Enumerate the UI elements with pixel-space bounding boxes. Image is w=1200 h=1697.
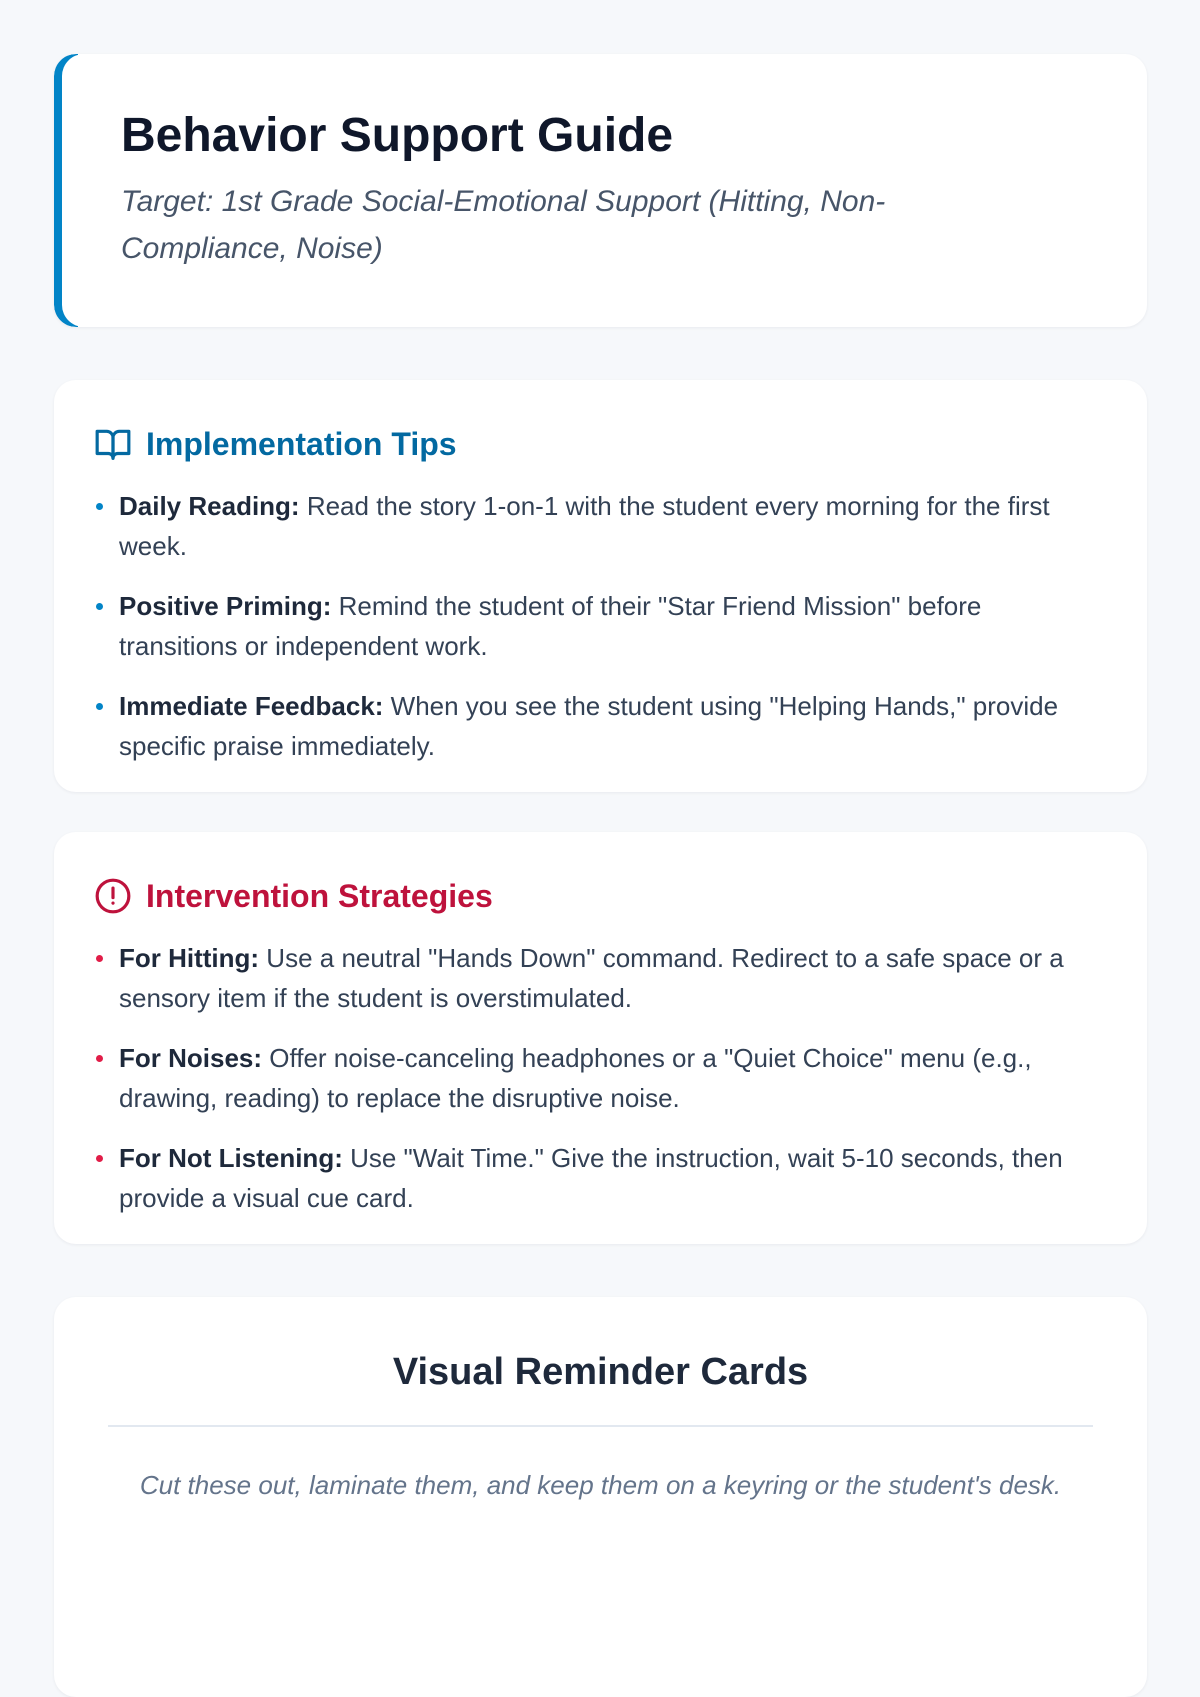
alert-circle-icon [94, 877, 132, 915]
implementation-tips-card [54, 380, 1147, 792]
item-text: Use a neutral "Hands Down" command. Redirect to a safe space or a sensory item if the student is overstimulated. [119, 943, 1064, 1013]
bullet-dot [96, 1155, 103, 1162]
list-item [94, 938, 1097, 1018]
item-text: Read the story 1-on-1 with the student every morning for the first week. [119, 491, 1050, 561]
item-text: Use "Wait Time." Give the instruction, wait 5-10 seconds, then provide a visual cue card. [119, 1143, 1063, 1213]
intervention-strategies-list [94, 938, 1097, 1218]
list-item [94, 1038, 1097, 1118]
page-subtitle: Target: 1st Grade Social-Emotional Support (Hitting, Non-Compliance, Noise) [121, 185, 886, 265]
item-lead: Immediate Feedback: [119, 691, 384, 721]
header-accent-bar [54, 54, 78, 327]
implementation-tips-list [94, 486, 1097, 766]
reminder-cards-note: Cut these out, laminate them, and keep them on a keyring or the student's desk. [139, 1470, 1062, 1500]
list-item [94, 486, 1097, 566]
intervention-strategies-header [94, 868, 1097, 924]
bullet-dot [96, 1055, 103, 1062]
item-text: Offer noise-canceling headphones or a "Quiet Choice" menu (e.g., drawing, reading) to replace the disruptive noise. [119, 1043, 1032, 1113]
bullet-dot [96, 503, 103, 510]
implementation-tips-title: Implementation Tips [146, 426, 457, 462]
bullet-dot [96, 603, 103, 610]
item-lead: Daily Reading: [119, 491, 300, 521]
item-lead: Positive Priming: [119, 591, 332, 621]
guide-page [54, 54, 1147, 1697]
list-item [94, 686, 1097, 766]
implementation-tips-header [94, 416, 1097, 472]
item-lead: For Noises: [119, 1043, 263, 1073]
intervention-strategies-title: Intervention Strategies [146, 878, 493, 914]
bullet-dot [96, 703, 103, 710]
list-item [94, 586, 1097, 666]
list-item [94, 1138, 1097, 1218]
item-lead: For Hitting: [119, 943, 260, 973]
visual-reminder-cards-section [54, 1297, 1147, 1697]
bullet-dot [96, 955, 103, 962]
item-text: When you see the student using "Helping Hands," provide specific praise immediately. [119, 691, 1059, 761]
item-lead: For Not Listening: [119, 1143, 343, 1173]
item-text: Remind the student of their "Star Friend Mission" before transitions or independent work. [119, 591, 982, 661]
book-open-icon [94, 425, 132, 463]
reminder-cards-title: Visual Reminder Cards [392, 1351, 809, 1393]
page-title: Behavior Support Guide [121, 109, 674, 162]
intervention-strategies-card [54, 832, 1147, 1244]
header-card [54, 54, 1147, 327]
divider [108, 1425, 1093, 1427]
